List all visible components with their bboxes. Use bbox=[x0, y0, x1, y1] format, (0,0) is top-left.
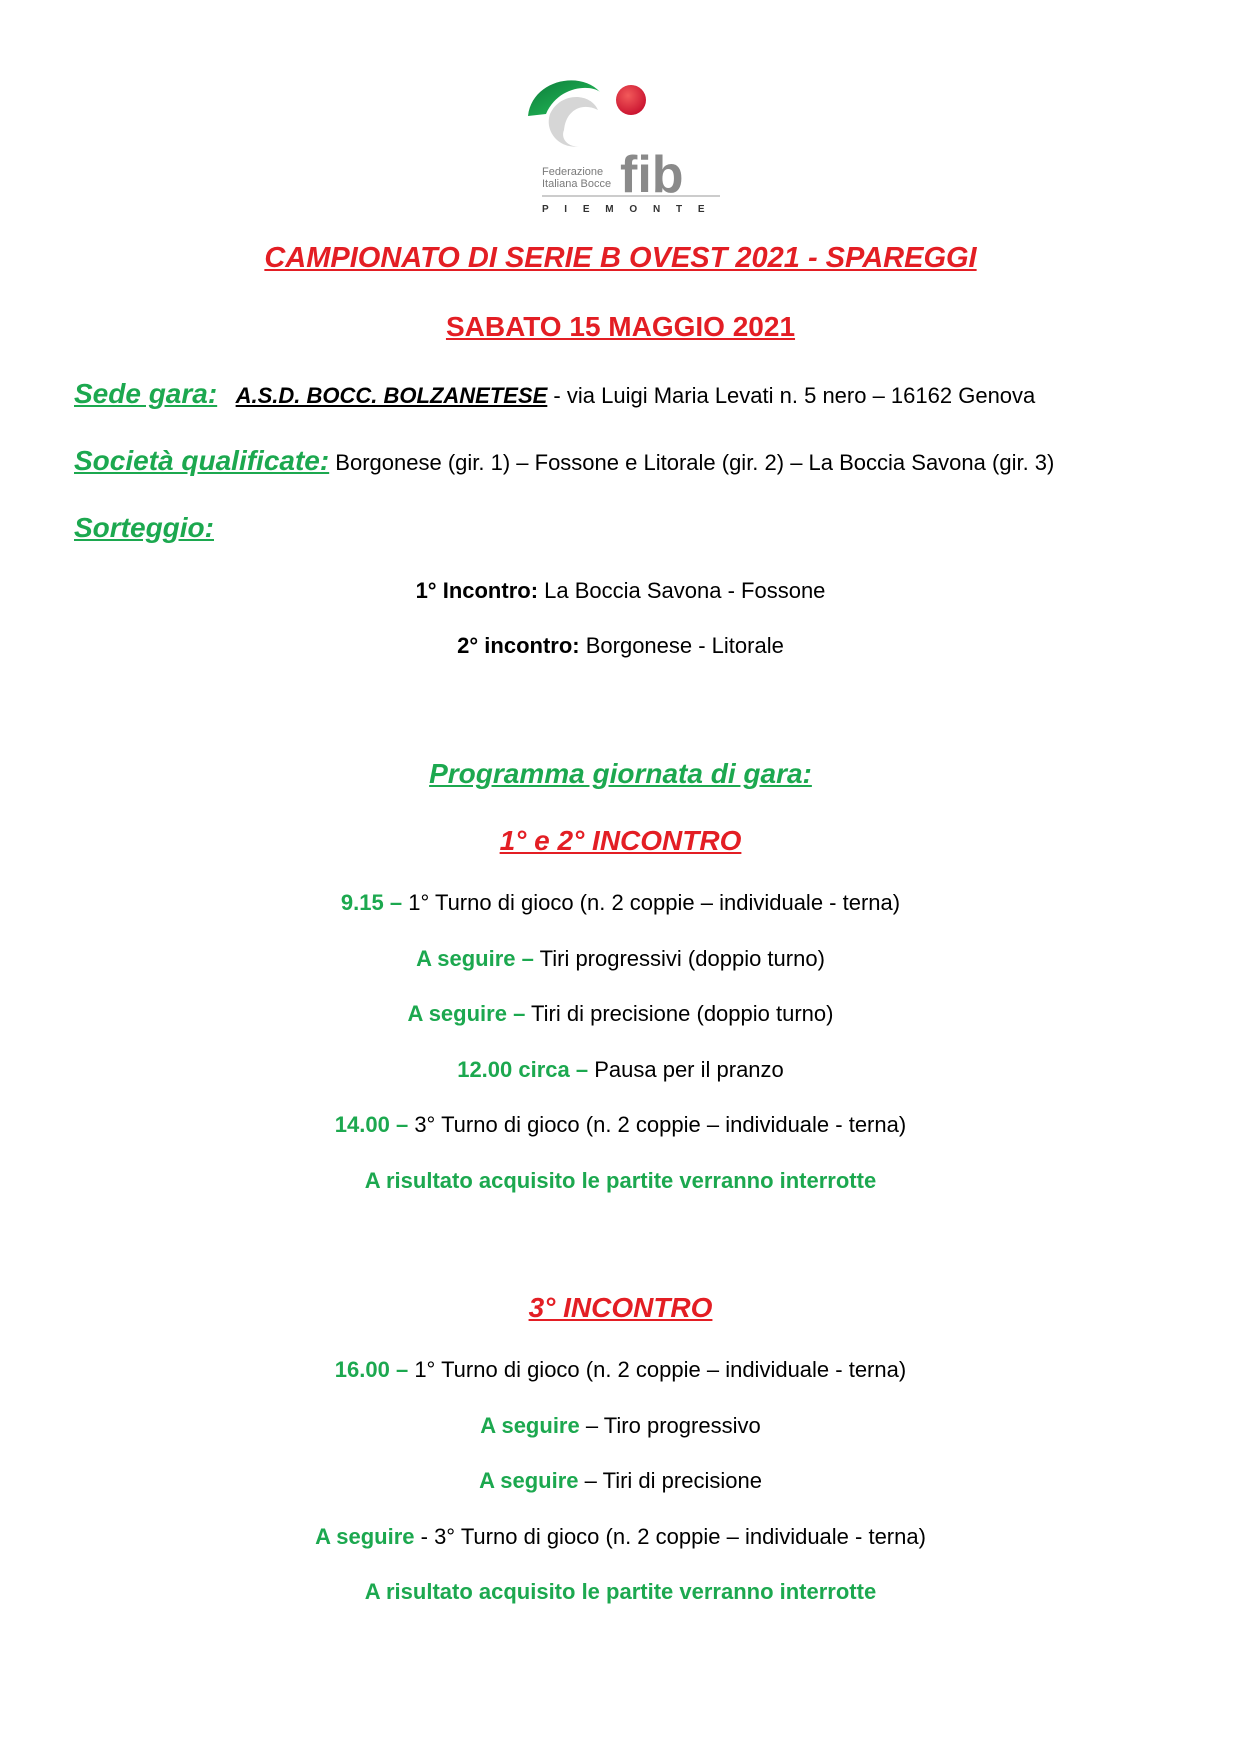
fib-logo-graphic bbox=[520, 70, 730, 220]
section-note-2: A risultato acquisito le partite verranno interrotte bbox=[364, 1579, 877, 1604]
qualified-label: Società qualificate: bbox=[74, 445, 330, 476]
schedule-text: 1° Turno di gioco (n. 2 coppie – individuale - terna) bbox=[408, 1357, 907, 1382]
red-ball bbox=[616, 85, 646, 115]
championship-title: CAMPIONATO DI SERIE B OVEST 2021 - SPAREGGI bbox=[264, 242, 977, 274]
venue-line bbox=[74, 378, 1035, 410]
logo-line2: Italiana Bocce bbox=[542, 178, 612, 190]
schedule-time: A seguire bbox=[315, 1524, 415, 1549]
logo-region: P I E M O N T E bbox=[542, 204, 711, 215]
logo-line1: Federazione bbox=[542, 166, 604, 178]
schedule-text: Pausa per il pranzo bbox=[588, 1057, 784, 1082]
schedule-item bbox=[0, 890, 1241, 916]
qualified-line bbox=[74, 445, 1054, 477]
draw-match-2 bbox=[0, 633, 1241, 659]
schedule-text: 3° Turno di gioco (n. 2 coppie – individuale - terna) bbox=[408, 1112, 907, 1137]
schedule-item bbox=[0, 1112, 1241, 1138]
schedule-text: - 3° Turno di gioco (n. 2 coppie – individuale - terna) bbox=[414, 1524, 926, 1549]
schedule-text: Tiri progressivi (doppio turno) bbox=[533, 946, 825, 971]
section-note-1: A risultato acquisito le partite verranno interrotte bbox=[364, 1168, 877, 1193]
schedule-item bbox=[0, 1524, 1241, 1550]
grey-swoosh bbox=[549, 97, 598, 147]
schedule-time: A seguire – bbox=[407, 1001, 526, 1026]
draw-match-text: La Boccia Savona - Fossone bbox=[538, 578, 826, 603]
fib-piemonte-logo bbox=[520, 70, 730, 220]
qualified-text: Borgonese (gir. 1) – Fossone e Litorale (gir. 2) – La Boccia Savona (gir. 3) bbox=[329, 450, 1055, 475]
draw-match-label: 2° incontro: bbox=[457, 633, 580, 658]
venue-label: Sede gara: bbox=[74, 378, 218, 409]
venue-address: - via Luigi Maria Levati n. 5 nero – 16162 Genova bbox=[547, 383, 1036, 408]
schedule-time: A seguire – bbox=[416, 946, 534, 971]
logo-brand: fib bbox=[620, 146, 684, 204]
schedule-item bbox=[0, 1468, 1241, 1494]
schedule-text: 1° Turno di gioco (n. 2 coppie – individuale - terna) bbox=[402, 890, 901, 915]
schedule-time: 16.00 – bbox=[334, 1357, 409, 1382]
schedule-time: A seguire bbox=[480, 1413, 580, 1438]
schedule-text: Tiri di precisione (doppio turno) bbox=[525, 1001, 834, 1026]
draw-line bbox=[74, 512, 214, 544]
section-title-1: 1° e 2° INCONTRO bbox=[499, 825, 742, 856]
schedule-item bbox=[0, 1357, 1241, 1383]
schedule-time: A seguire bbox=[479, 1468, 579, 1493]
draw-match-text: Borgonese - Litorale bbox=[579, 633, 784, 658]
draw-match-label: 1° Incontro: bbox=[415, 578, 539, 603]
schedule-item bbox=[0, 1413, 1241, 1439]
section-title-2: 3° INCONTRO bbox=[528, 1292, 713, 1323]
draw-match-1 bbox=[0, 578, 1241, 604]
event-date: SABATO 15 MAGGIO 2021 bbox=[445, 311, 796, 342]
schedule-time: 12.00 circa – bbox=[457, 1057, 589, 1082]
schedule-item bbox=[0, 1001, 1241, 1027]
schedule-item bbox=[0, 946, 1241, 972]
program-title: Programma giornata di gara: bbox=[429, 758, 812, 789]
venue-name: A.S.D. BOCC. BOLZANETESE bbox=[235, 383, 548, 408]
schedule-time: 14.00 – bbox=[334, 1112, 409, 1137]
draw-label: Sorteggio: bbox=[74, 512, 214, 543]
schedule-item bbox=[0, 1057, 1241, 1083]
schedule-text: – Tiro progressivo bbox=[579, 1413, 761, 1438]
schedule-time: 9.15 – bbox=[340, 890, 403, 915]
schedule-text: – Tiri di precisione bbox=[578, 1468, 762, 1493]
